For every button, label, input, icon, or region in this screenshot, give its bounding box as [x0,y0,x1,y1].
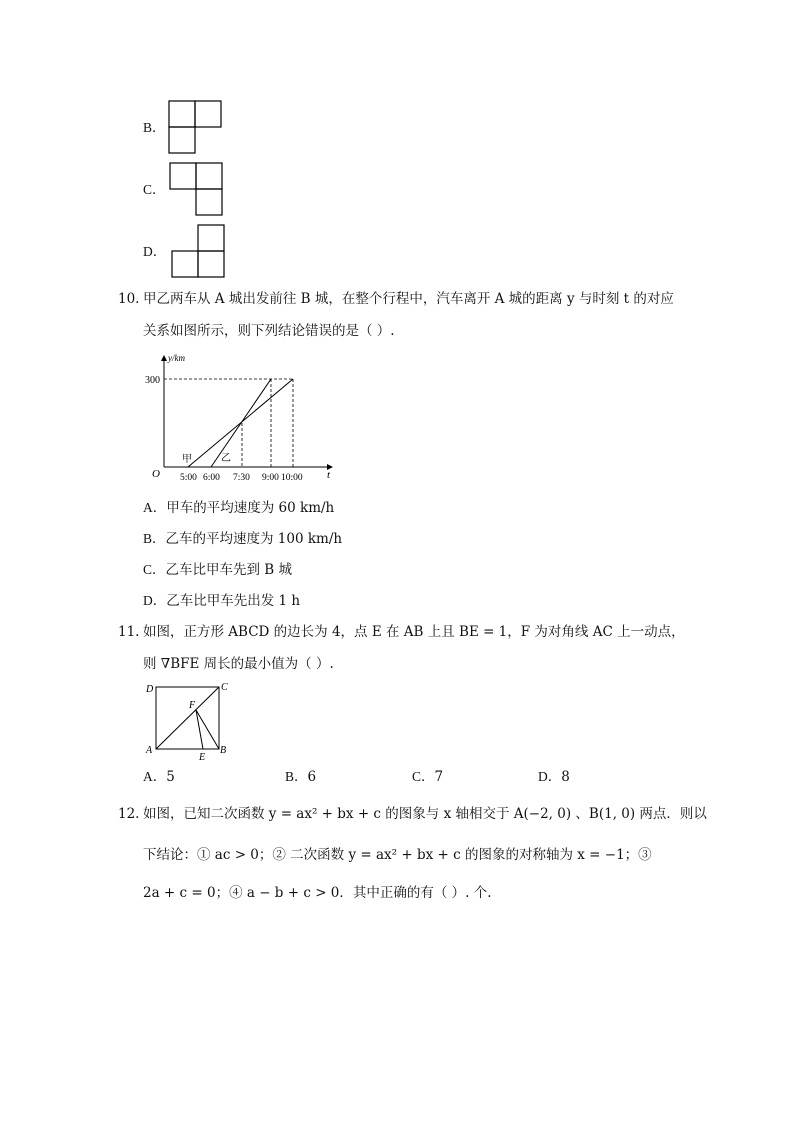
y-tick-300: 300 [145,375,160,386]
vertex-b: B [220,745,227,756]
y-axis-label: y/km [168,353,185,363]
line-yi [211,379,271,467]
q10-option-d: D．乙车比甲车先出发 1 h [143,593,301,609]
point-e: E [199,752,206,763]
q10-option-c: C．乙车比甲车先到 B 城 [143,562,293,578]
q11-option-d-text: 8 [561,769,570,785]
q9-option-b-figure [168,99,224,155]
q10-option-a-text: 甲车的平均速度为 60 km/h [166,500,335,516]
q10-stem-line2: 关系如图所示，则下列结论错误的是（ ）. [143,323,395,339]
q10-option-b: B．乙车的平均速度为 100 km/h [143,531,343,547]
x-tick-600: 6:00 [203,473,220,483]
q9-option-d-letter: D． [143,244,167,259]
q11-square-figure [142,678,237,764]
q12-number: 12. [118,806,140,822]
q9-option-c-figure [168,161,224,219]
x-tick-1000: 10:00 [281,473,303,483]
q11-stem-line2: 则 ∇BFE 周长的最小值为（ ）. [143,656,334,672]
q12-stem-line3: 2a + c = 0；④ a − b + c > 0．其中正确的有（ ）. 个. [143,885,492,901]
vertex-c: C [221,682,228,693]
label-yi: 乙 [221,453,231,464]
q10-number: 10. [118,291,140,307]
q9-option-b-letter: B． [143,120,166,135]
q11-stem-line1: 如图，正方形 ABCD 的边长为 4，点 E 在 AB 上且 BE = 1，F 为对角线 AC 上一动点， [143,624,685,640]
origin-label: O [152,468,160,480]
vertex-a: A [146,745,153,756]
x-tick-730: 7:30 [233,473,250,483]
diagonal-ac [156,687,219,749]
q11-option-b: B．6 [285,769,317,785]
q11-option-c-text: 7 [434,769,444,785]
q10-stem-line1: 甲乙两车从 A 城出发前往 B 城，在整个行程中，汽车离开 A 城的距离 y 与时刻 t 的对应 [143,291,674,307]
point-f: F [189,700,196,711]
q10-option-d-text: 乙车比甲车先出发 1 h [166,593,301,609]
q10-option-a: A．甲车的平均速度为 60 km/h [143,500,335,516]
q10-graph [140,350,340,485]
q11-option-b-text: 6 [307,769,317,785]
x-tick-500: 5:00 [180,473,197,483]
x-axis-label: t [327,469,331,481]
q9-option-d-figure [170,223,226,281]
q9-option-c-letter: C． [143,182,166,197]
q11-option-c: C．7 [412,769,444,785]
q11-option-d: D．8 [538,769,570,785]
q11-number: 11. [118,624,140,640]
x-tick-900: 9:00 [262,473,279,483]
q12-stem-line1: 如图，已知二次函数 y = ax² + bx + c 的图象与 x 轴相交于 A(−2, 0) 、B(1, 0) 两点．则以 [143,806,707,822]
q10-option-b-text: 乙车的平均速度为 100 km/h [165,531,343,547]
q11-option-a: A．5 [143,769,175,785]
q12-stem-line2: 下结论：① ac > 0；② 二次函数 y = ax² + bx + c 的图象的对称轴为 x = −1；③ [143,847,652,863]
label-jia: 甲 [182,454,192,465]
q11-option-a-text: 5 [166,769,175,785]
q10-option-c-text: 乙车比甲车先到 B 城 [165,562,293,578]
vertex-d: D [146,684,154,695]
